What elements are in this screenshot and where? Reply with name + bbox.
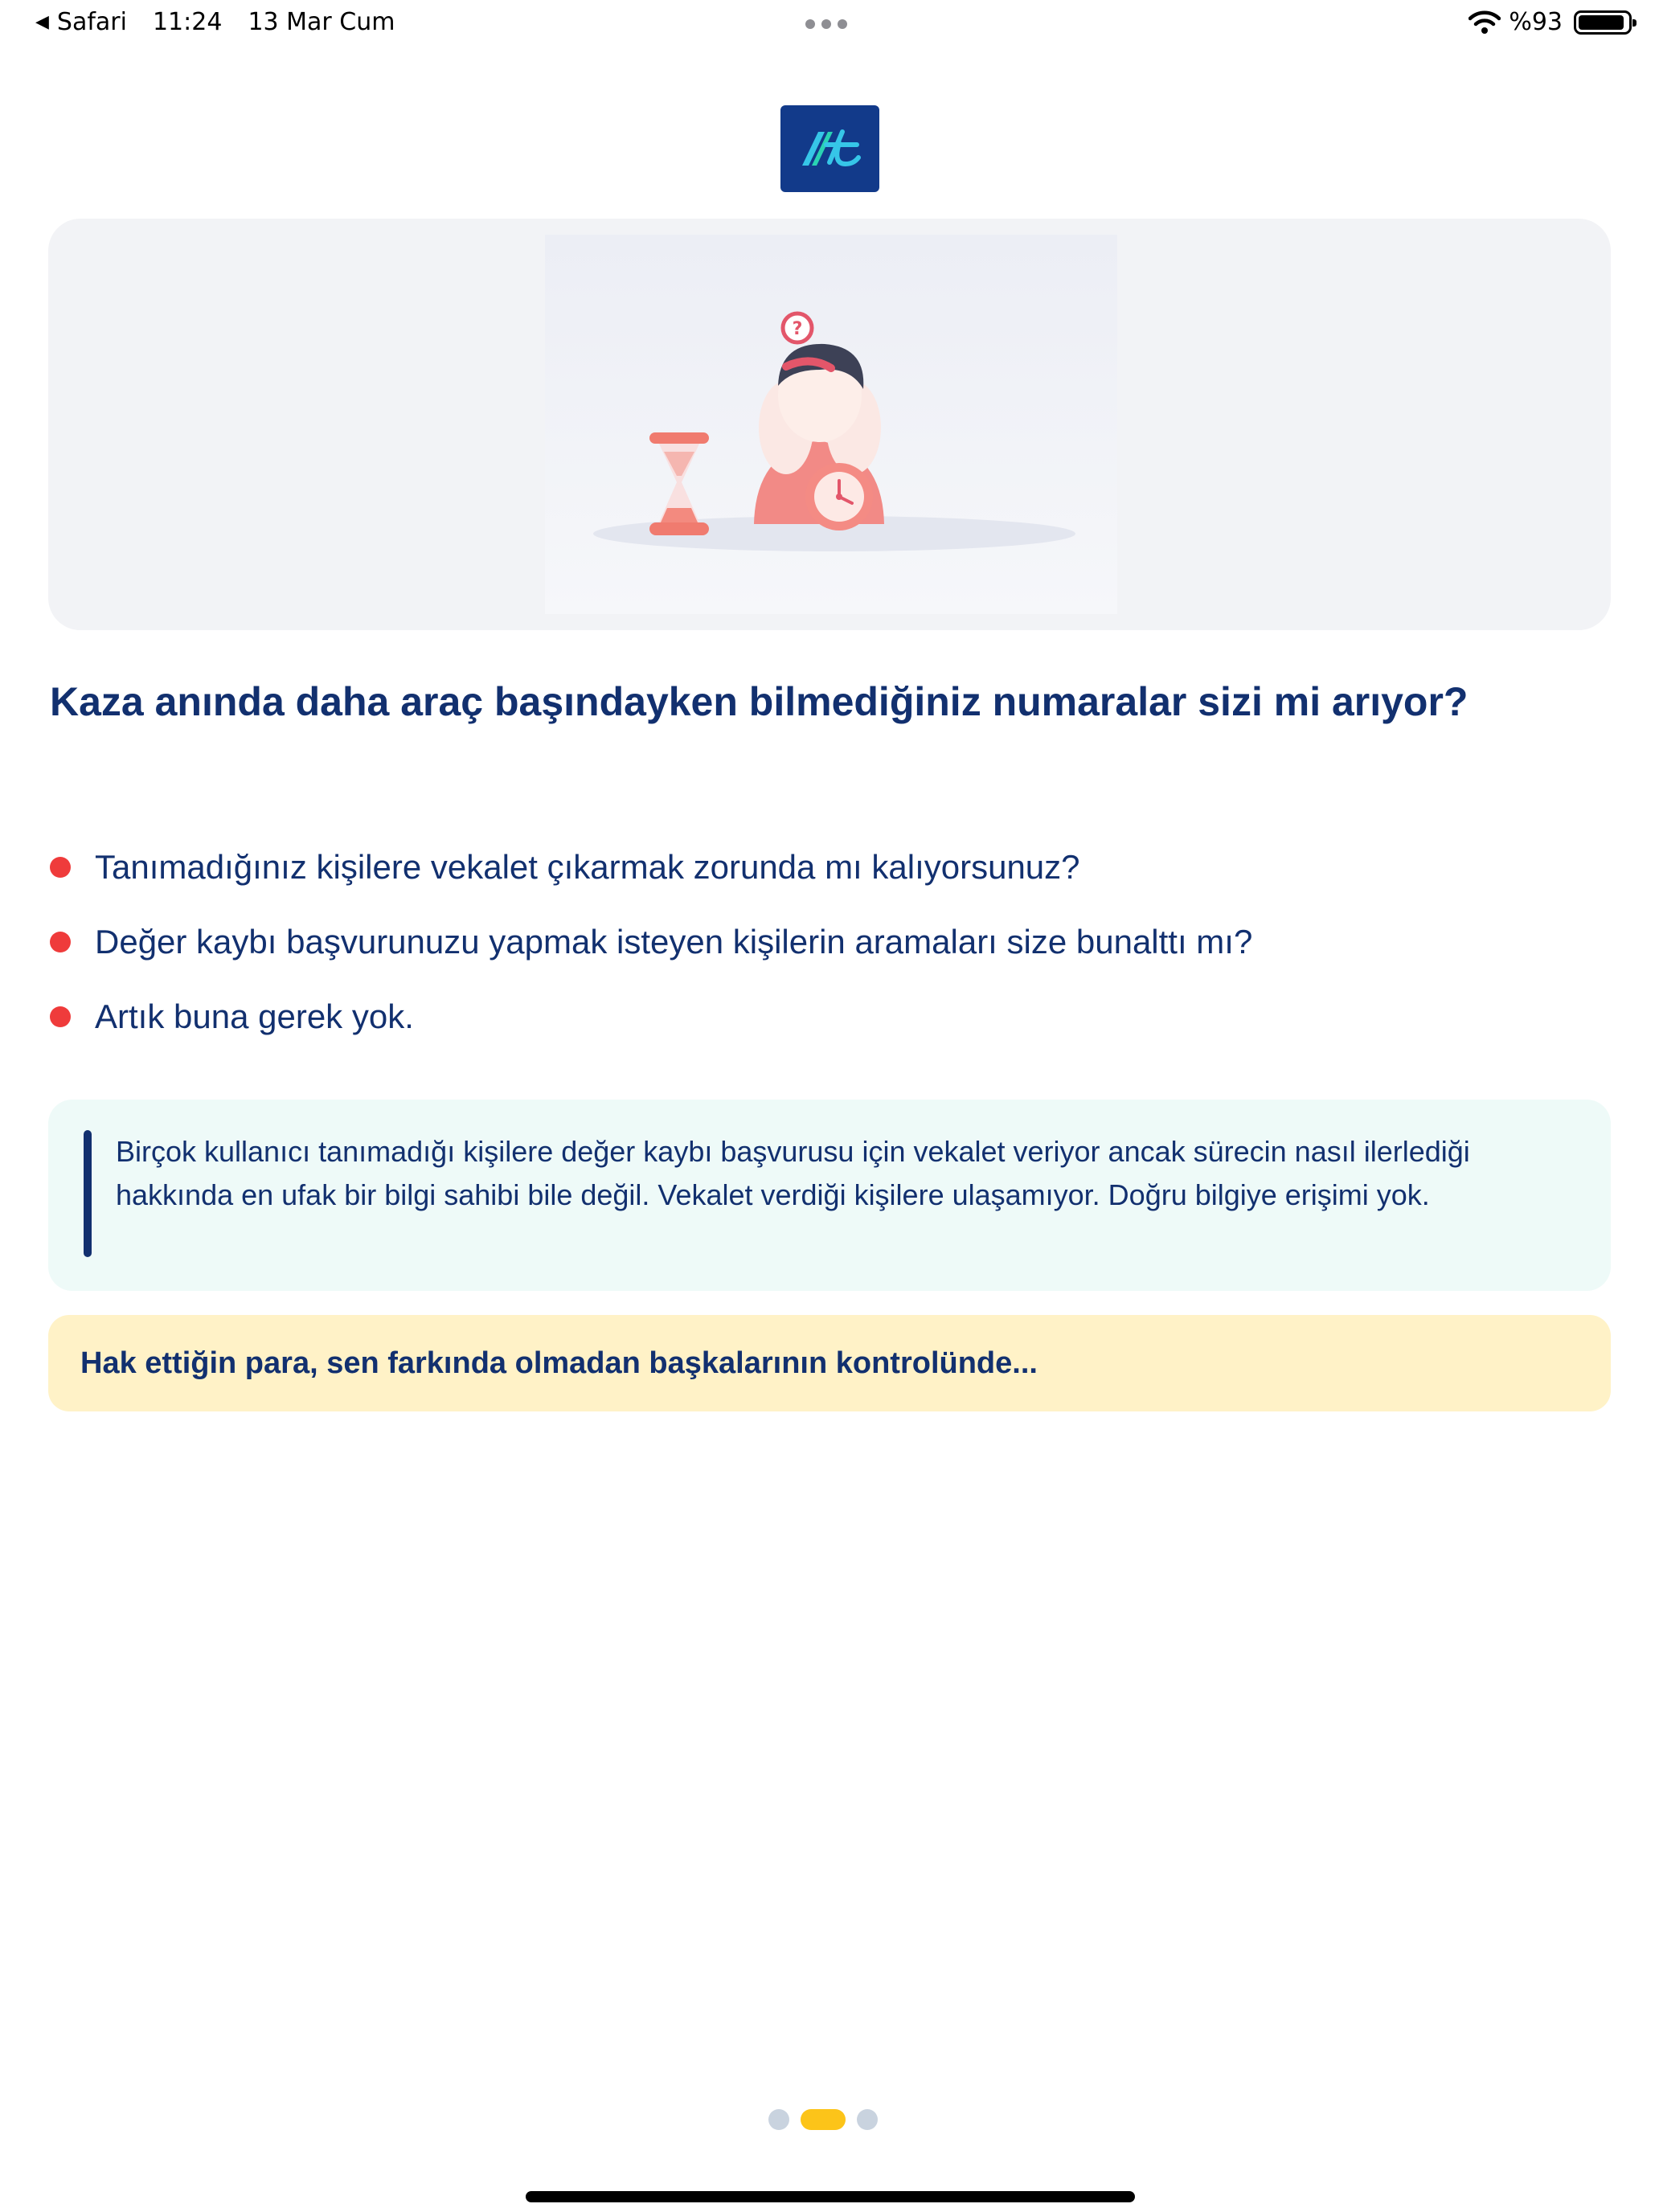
bullet-dot-icon [50,857,71,878]
status-date: 13 Mar Cum [248,8,395,36]
page-dot[interactable] [768,2109,789,2130]
battery-level-fill [1579,15,1624,30]
warning-card [48,1315,1611,1411]
info-card [48,1100,1611,1291]
page-indicator[interactable] [768,2109,878,2130]
bullet-dot-icon [50,932,71,952]
clock-icon [805,463,873,530]
battery-icon [1574,10,1632,35]
bullet-text: Artık buna gerek yok. [95,997,414,1035]
warning-text: Hak ettiğin para, sen farkında olmadan başkalarının kontrolünde... [80,1346,1038,1380]
bullet-item [50,979,1593,1054]
page-dot[interactable] [857,2109,878,2130]
page-headline: Kaza anında daha araç başındayken bilmediğiniz numaralar sizi mi arıyor? [50,679,1469,724]
info-text: Birçok kullanıcı tanımadığı kişilere değer kaybı başvurusu için vekalet veriyor ancak sürecin nasıl ilerlediği hakkında en ufak bir bilgi sahibi bile değil. Vekalet verdiği kişilere ulaşamıyor. Doğru bilgiye erişimi yok. [116,1135,1470,1211]
home-indicator[interactable] [526,2191,1135,2202]
bullet-dot-icon [50,1006,71,1027]
wifi-icon [1469,10,1501,35]
status-bar-right [1469,8,1632,36]
info-accent-bar [84,1130,92,1257]
bullet-item [50,830,1593,904]
multitasking-dots-icon[interactable] [805,19,847,29]
hero-illustration [545,235,1117,614]
back-to-app-label[interactable]: Safari [56,8,127,36]
status-bar-left [35,8,395,36]
status-time: 11:24 [152,8,223,36]
battery-percentage: %93 [1509,8,1563,36]
bullet-list [50,830,1593,1054]
page-dot-active[interactable] [801,2109,846,2130]
bullet-item [50,904,1593,979]
bullet-text: Değer kaybı başvurunuzu yapmak isteyen kişilerin aramaları size bunalttı mı? [95,922,1253,961]
back-arrow-icon[interactable]: ◀ [35,12,49,32]
svg-text:?: ? [792,319,803,339]
status-bar [0,0,1659,48]
app-logo-icon [780,105,879,192]
bullet-text: Tanımadığınız kişilere vekalet çıkarmak zorunda mı kalıyorsunuz? [95,847,1080,886]
